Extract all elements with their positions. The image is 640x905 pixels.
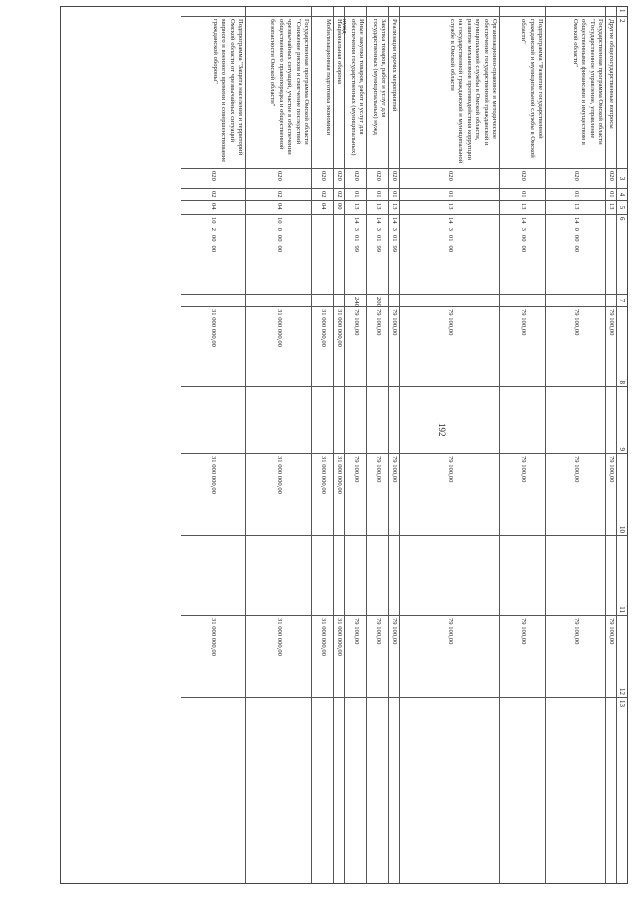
amount-cell-10: 79 100,00 [546,454,605,536]
amount-cell-13 [500,698,545,883]
subsection-code-cell: 13 [400,201,499,215]
target-article-part: 00 [572,245,580,253]
table-row [181,7,245,883]
row-number-cell [246,7,311,17]
target-article-parts [346,217,365,292]
amount-cell-12: 31 000 000,00 [246,616,311,698]
amount-cell-11 [345,536,366,616]
expense-type-cell [334,295,344,307]
target-article-part: 00 [210,245,218,253]
amount-cell-11 [367,536,388,616]
target-article-part: 00 [519,245,527,253]
row-name-cell: Национальная оборона [334,17,344,169]
row-number-cell [606,7,616,17]
header-cell: 6 [617,215,627,295]
amount-cell-13 [367,698,388,883]
amount-cell-9 [345,387,366,454]
grbs-code-cell: 020 [606,169,616,189]
row-name-cell: Подпрограмма "Развитие государственной гражданской и муниципальной службы в Омской области" [500,17,545,169]
amount-cell-12: 79 100,00 [389,616,399,698]
header-cell: 3 [617,169,627,189]
expense-type-cell: 240 [345,295,366,307]
row-name-cell: Иные закупки товаров, работ и услуг для обеспечения государственных (муниципальных) нужд [345,17,366,169]
amount-cell-12: 79 100,00 [546,616,605,698]
row-number-cell [312,7,333,17]
amount-cell-9 [181,387,245,454]
target-article-parts [247,217,310,292]
target-article-cell [246,215,311,295]
amount-cell-8: 79 100,00 [367,307,388,387]
amount-cell-11 [246,536,311,616]
amount-cell-13 [400,698,499,883]
expense-type-cell [500,295,545,307]
target-article-parts [368,217,387,292]
target-article-cell [181,215,245,295]
header-cell: 1 [617,7,627,17]
target-article-part: 00 [572,234,580,242]
amount-cell-11 [334,536,344,616]
header-cell: 5 [617,201,627,215]
amount-cell-11 [400,536,499,616]
subsection-code-cell: 04 [181,201,245,215]
amount-cell-8: 79 100,00 [500,307,545,387]
subsection-code-cell: 13 [500,201,545,215]
amount-cell-8: 31 000 000,00 [246,307,311,387]
target-article-part: 00 [275,234,283,242]
header-cell: 12 [617,616,627,698]
target-article-parts [313,217,332,292]
table-header-row [616,7,627,883]
table-row [388,7,399,883]
table-row [399,7,499,883]
amount-cell-12: 79 100,00 [400,616,499,698]
section-code-cell: 01 [546,189,605,201]
table-row [341,7,366,883]
amount-cell-9 [312,387,333,454]
table-row [605,7,616,883]
row-name-cell: Организационно-правовое и методическое обеспечение государственной гражданской и муниципальной службы в Омской области, развитие механизмов противодействия коррупции на государственной гражданской и муниципальной службе в Омской области [400,17,499,169]
row-number-cell [334,7,344,17]
amount-cell-8: 79 100,00 [546,307,605,387]
amount-cell-10: 31 000 000,00 [312,454,333,536]
amount-cell-10: 79 100,00 [367,454,388,536]
amount-cell-10: 79 100,00 [400,454,499,536]
amount-cell-8: 79 100,00 [389,307,399,387]
target-article-part: 00 [446,245,454,253]
amount-cell-13 [345,698,366,883]
row-number-cell [367,7,388,17]
row-name-cell: Реализация прочих мероприятий [389,17,399,169]
target-article-part: 14 [374,217,382,224]
row-name-cell: Государственная программа Омской области "Государственное управление, управление общественными финансами и имуществом в Омской области" [546,17,605,169]
amount-cell-9 [606,387,616,454]
row-name-cell: Подпрограмма "Защита населения и территорий Омской области от чрезвычайных ситуаций мирного и военного времени и совершенствование гражданской обороны" [181,17,245,169]
target-article-part: 0 [572,227,580,231]
grbs-code-cell: 020 [181,169,245,189]
amount-cell-12: 31 000 000,00 [334,616,344,698]
target-article-part: 00 [519,234,527,242]
amount-cell-10: 31 000 000,00 [181,454,245,536]
header-cell: 2 [617,17,627,169]
target-article-part: 3 [519,227,527,231]
amount-cell-12: 79 100,00 [345,616,366,698]
row-number-cell [181,7,245,17]
header-cell: 13 [618,700,626,707]
amount-cell-9 [546,387,605,454]
section-code-cell: 02 [246,189,311,201]
target-article-cell [500,215,545,295]
target-article-part: 3 [446,227,454,231]
target-article-part: 01 [391,234,399,242]
target-article-part: 99 [374,245,382,253]
expense-type-cell [389,295,399,307]
grbs-code-cell: 020 [400,169,499,189]
grbs-code-cell: 020 [246,169,311,189]
section-code-cell: 01 [500,189,545,201]
grbs-code-cell: 020 [312,169,333,189]
amount-cell-8: 31 000 000,00 [312,307,333,387]
target-article-part: 01 [352,234,360,242]
target-article-part: 99 [391,245,399,253]
header-cell: 8 [617,307,627,387]
target-article-part: 14 [572,217,580,224]
amount-cell-10: 79 100,00 [606,454,616,536]
table-row [311,7,333,883]
section-code-cell: 02 [181,189,245,201]
row-number-cell [400,7,499,17]
header-cell: 9 [617,387,627,454]
target-article-part: 3 [352,227,360,231]
amount-cell-8: 79 100,00 [345,307,366,387]
amount-cell-10: 79 100,00 [389,454,399,536]
amount-cell-8: 31 000 000,00 [181,307,245,387]
table-row [499,7,545,883]
budget-table [60,6,628,884]
section-code-cell: 01 [400,189,499,201]
grbs-code-cell: 020 [500,169,545,189]
row-number-cell [389,7,399,17]
table-row [545,7,605,883]
subsection-code-cell: 00 [334,201,344,215]
expense-type-cell [400,295,499,307]
target-article-part: 14 [352,217,360,224]
amount-cell-12: 79 100,00 [500,616,545,698]
subsection-code-cell: 13 [606,201,616,215]
target-article-part: 10 [275,217,283,224]
target-article-part: 3 [391,227,399,231]
table-row [245,7,311,883]
target-article-part: 14 [519,217,527,224]
target-article-part: 14 [391,217,399,224]
row-name-cell: Другие общегосударственные вопросы [606,17,616,169]
amount-cell-12: 31 000 000,00 [181,616,245,698]
amount-cell-11 [312,536,333,616]
amount-cell-8: 79 100,00 [400,307,499,387]
amount-cell-13 [606,698,616,883]
subsection-code-cell: 04 [312,201,333,215]
table-row [333,7,344,883]
amount-cell-9 [500,387,545,454]
header-cell: 10 [617,454,627,536]
header-cell: 4 [617,189,627,201]
amount-cell-11 [389,536,399,616]
amount-cell-11 [181,536,245,616]
section-code-cell: 01 [367,189,388,201]
row-name-cell: Закупка товаров, работ и услуг для государственных (муниципальных) нужд [367,17,388,169]
amount-cell-13 [246,698,311,883]
expense-type-cell [312,295,333,307]
subsection-code-cell: 13 [389,201,399,215]
target-article-cell [546,215,605,295]
amount-cell-11 [546,536,605,616]
amount-cell-13 [546,698,605,883]
target-article-part: 00 [210,234,218,242]
amount-cell-13 [312,698,333,883]
target-article-cell [367,215,388,295]
table-row [366,7,388,883]
amount-cell-12: 31 000 000,00 [312,616,333,698]
target-article-cell [400,215,499,295]
amount-cell-9 [400,387,499,454]
amount-cell-10: 79 100,00 [500,454,545,536]
amount-cell-12: 79 100,00 [606,616,616,698]
amount-cell-11 [606,536,616,616]
amount-cell-12: 79 100,00 [367,616,388,698]
grbs-code-cell: 020 [367,169,388,189]
amount-cell-13 [334,698,344,883]
expense-type-cell: 200 [367,295,388,307]
section-code-cell: 01 [606,189,616,201]
target-article-cell [606,215,616,295]
amount-cell-9 [334,387,344,454]
target-article-cell [312,215,333,295]
amount-cell-9 [389,387,399,454]
expense-type-cell [546,295,605,307]
section-code-cell: 01 [389,189,399,201]
expense-type-cell [606,295,616,307]
amount-cell-10: 31 000 000,00 [334,454,344,536]
target-article-parts [501,217,544,292]
row-number-cell [546,7,605,17]
section-code-cell: 02 [312,189,333,201]
row-name-cell: Государственная программа Омской области "Снижение рисков и смягчение последствий чрезвычайных ситуаций, участие в обеспечении общественного правопорядка и общественной безопасности Омской области" [246,17,311,169]
amount-cell-10: 31 000 000,00 [246,454,311,536]
expense-type-cell [181,295,245,307]
subsection-code-cell: 13 [367,201,388,215]
target-article-part: 00 [275,245,283,253]
header-cell: 7 [617,295,627,307]
header-cell: 11 [617,536,627,616]
target-article-part: 3 [374,227,382,231]
subsection-code-cell: 13 [546,201,605,215]
subsection-code-cell: 13 [345,201,366,215]
subsection-code-cell: 04 [246,201,311,215]
page-number: 192 [437,423,447,437]
target-article-part: 99 [352,245,360,253]
target-article-cell [345,215,366,295]
section-code-cell: 02 [334,189,344,201]
target-article-cell [334,215,344,295]
row-number-cell [500,7,545,17]
target-article-part: 01 [446,234,454,242]
target-article-part: 14 [446,217,454,224]
expense-type-cell [246,295,311,307]
amount-cell-13 [181,698,245,883]
grbs-code-cell: 020 [389,169,399,189]
target-article-part: 2 [210,227,218,231]
amount-cell-8: 79 100,00 [606,307,616,387]
target-article-parts [401,217,498,292]
grbs-code-cell: 020 [546,169,605,189]
target-article-part: 01 [374,234,382,242]
amount-cell-11 [500,536,545,616]
target-article-parts [390,217,398,292]
target-article-part: 0 [275,227,283,231]
amount-cell-9 [246,387,311,454]
amount-cell-13 [389,698,399,883]
target-article-parts [607,217,615,292]
grbs-code-cell: 020 [334,169,344,189]
row-name-cell: Мобилизационная подготовка экономики [312,17,333,169]
target-article-parts [182,217,244,292]
row-number-cell [345,7,366,17]
grbs-code-cell: 020 [345,169,366,189]
amount-cell-10: 79 100,00 [345,454,366,536]
target-article-parts [335,217,343,292]
target-article-parts [547,217,604,292]
target-article-part: 10 [210,217,218,224]
target-article-cell [389,215,399,295]
amount-cell-8: 31 000 000,00 [334,307,344,387]
amount-cell-9 [367,387,388,454]
section-code-cell: 01 [345,189,366,201]
